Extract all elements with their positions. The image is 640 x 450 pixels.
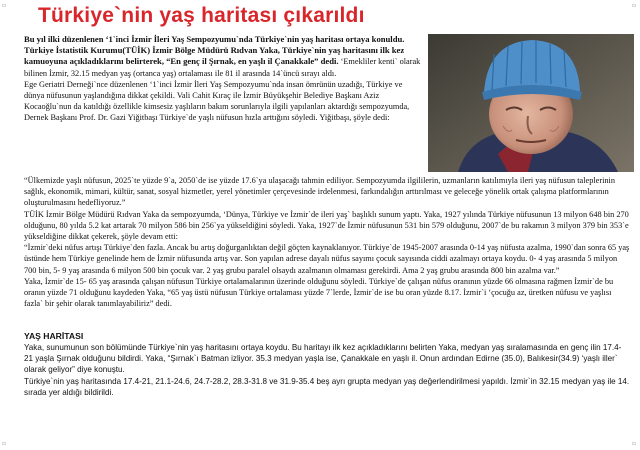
elderly-man-photo — [428, 34, 634, 172]
body-paragraph: Yaka, İzmir`de 15- 65 yaş arasında çalışan nüfusun Türkiye ortalamalarının üzerinde olduğunu söyledi. Türkiye`de çalışan nüfus oranının yüzde 66 olmasına rağmen İzmir`de bu oranın yüzde 71 olduğunu kaydeden Yaka, “65 yaş üstü nüfusun Türkiye ortalaması yüzde 7`lerde, İzmir`de ise bu oran yüzde 8.17. İzmir`i ‘çocuğu az, üretken nüfusu ve yaşlısı fazla` bir şehir olarak tanımlayabiliriz” dedi. — [24, 276, 614, 309]
section-body — [24, 342, 630, 398]
body-paragraph: “Ülkemizde yaşlı nüfusun, 2025`te yüzde 9`a, 2050`de ise yüzde 17.6`ya ulaşacağı tahmin ediliyor. Sempozyumda ilgililerin, uzmanların katılımıyla ileri yaş nüfusun taleplerinin sağlık, ekonomik, mimari, kültür, sanat, sosyal hizmetler, yerel yönetimler çerçevesinde irdelenmesi, farkındalığın arttırılması ve geleceğe yönelik ortak çalışma platformlarının oluşturulmasını hedefliyoruz.” — [24, 176, 615, 208]
lead-plain-text: ‘Emekliler kenti` olarak bilinen İzmir, 32.15 medyan yaş (ortanca yaş) ortalaması ile 81 il arasında 14`üncü sırayı aldı. — [24, 57, 421, 78]
lead-paragraph: Ege Geriatri Derneği`nce düzenlenen ‘1`inci İzmir İleri Yaş Sempozyumu`nda insan ömrünün uzadığı, Türkiye ve dünya nüfusunun yaşlandığına dikkat çekildi. Vali Cahit Kıraç ile İzmir Büyükşehir Belediye Başkanı Aziz Kocaoğlu`nun da katıldığı özellikle kimsesiz yaşlıların bakım sorunlarıyla ilgili yapılanları aktardığı sempozyumda, Dernek Başkanı Prof. Dr. Gazi Yiğitbaşı Türkiye`de yaşlı nüfusun hızla arttığını söyledi. Yiğitbaşı, şöyle dedi: — [24, 79, 410, 123]
lead-column — [24, 34, 424, 124]
section-paragraph: Yaka, sunumunun son bölümünde Türkiye`nin yaş haritasını ortaya koydu. Bu haritayı ilk kez açıkladıklarını belirten Yaka, medyan yaş sıralamasında en genç ilin 17.4- 21 yaşla Şırnak olduğunu bildirdi. Yaka, “Şırnak`ı Batman izliyor. 35.3 medyan yaşla ise, Çanakkale en yaşlı il. Onun ardından Edirne (35.0), Balıkesir(34.9) ‘yaşlı iller` olarak geliyor” diye konuştu. — [24, 343, 622, 375]
article-body — [24, 175, 630, 309]
body-paragraph: “İzmir`deki nüfus artışı Türkiye`den fazla. Ancak bu artış doğurganlıktan değil göçten kaynaklanıyor. Türkiye`de 1945-2007 arasında 0-14 yaş nüfusta azalma, 1990`dan sonra 65 yaş üstünde hem Türkiye genelinde hem de İzmir nüfusunda artış var. Son yapılan adrese dayalı nüfus sayımı çocuk sayısında ciddi azalmayı ortaya koydu. 0- 4 yaş arasında 5 milyon 700 bin, 5- 9 yaş arasında 6 milyon 500 bin çocuk var. 2 yaş grubu paralel olsaydı azalmanın olmaması gerekirdi. Ama 2 yaş grubu arasında 800 bin azalma var.” — [24, 243, 630, 275]
article-headline: Türkiye`nin yaş haritası çıkarıldı — [38, 4, 365, 27]
lead-paragraph — [24, 34, 424, 79]
body-paragraph: TÜİK İzmir Bölge Müdürü Rıdvan Yaka da sempozyumda, ‘Dünya, Türkiye ve İzmir`de ileri yaş` başlıklı sunum yaptı. Yaka, 1927 yılında Türkiye nüfusunun 13 milyon 648 bin 270 olduğunu, 80 yılda 5.2 kat artarak 70 milyon 586 bin 256`ya yükseldiğini söyledi. Yaka, 1927`de İzmir nüfusunun 531 bin 579 olduğunu, 2007`de bu rakamın 3 milyon 379 bin 353`e yükseldiğine dikkat çekerek, şöyle devam etti: — [24, 209, 629, 242]
lead-bold-text: Bu yıl ilki düzenlenen ‘1`inci İzmir İleri Yaş Sempozyumu`nda Türkiye`nin yaş haritası ortaya konuldu. Türkiye İstatistik Kurumu(TÜİK) İzmir Bölge Müdürü Rıdvan Yaka, Türkiye`nin yaş haritasını ilk kez kamuoyuna açıkladıklarını belirterek, “En genç il Şırnak, en yaşlı il Çanakkale” dedi. — [24, 34, 405, 67]
crop-mark: ▫ — [632, 440, 637, 447]
portrait-of-elderly-man-icon — [428, 34, 634, 172]
crop-mark: ▫ — [2, 2, 7, 9]
section-paragraph: Türkiye`nin yaş haritasında 17.4-21, 21.1-24.6, 24.7-28.2, 28.3-31.8 ve 31.9-35.4 beş ayrı grupta medyan yaş değerlendirilmesi yapıldı. İzmir`in 32.15 medyan yaş ile 14. sırada yer aldığı bildirildi. — [24, 376, 630, 397]
section-subheading: YAŞ HARİTASI — [24, 331, 84, 341]
crop-mark: ▫ — [632, 2, 637, 9]
crop-mark: ▫ — [2, 440, 7, 447]
